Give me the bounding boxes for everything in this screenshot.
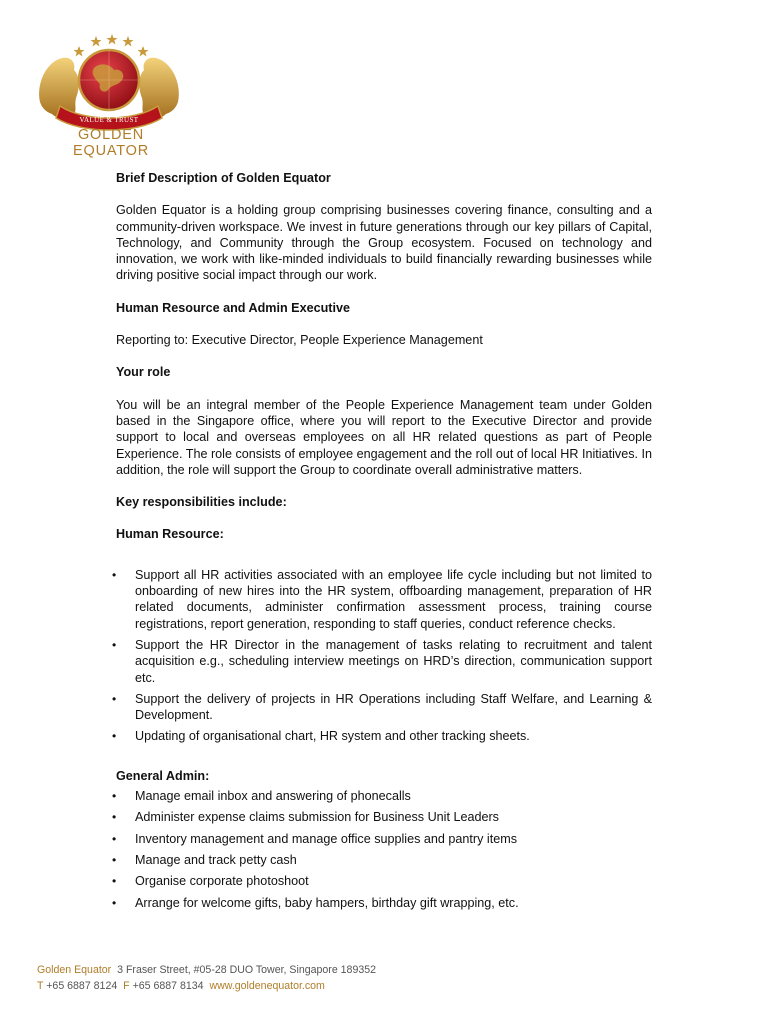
ribbon-text: VALUE & TRUST	[79, 116, 139, 124]
footer-fax: +65 6887 8134	[132, 979, 204, 992]
hr-list	[116, 567, 652, 745]
job-title: Human Resource and Admin Executive	[116, 300, 350, 315]
footer-company: Golden Equator	[37, 964, 112, 976]
doc-title: Brief Description of Golden Equator	[116, 171, 331, 185]
key-responsibilities-heading: Key responsibilities include:	[116, 495, 287, 510]
hr-heading: Human Resource:	[116, 527, 224, 542]
reporting-line: Reporting to: Executive Director, People Experience Management	[116, 333, 483, 348]
footer-phone: +65 6887 8124	[46, 979, 118, 992]
document-body	[116, 170, 652, 916]
list-item: • Support the delivery of projects in HR Operations including Staff Welfare, and Learning & Development.	[116, 691, 652, 724]
footer-address: 3 Fraser Street, #05-28 DUO Tower, Singapore 189352	[117, 964, 377, 976]
list-item: • Support the HR Director in the management of tasks relating to recruitment and talent acquisition e.g., scheduling interview meetings on HRD’s direction, communication support etc.	[116, 637, 652, 686]
fax-label: F	[123, 979, 130, 992]
list-item: • Arrange for welcome gifts, baby hampers, birthday gift wrapping, etc.	[116, 895, 652, 911]
role-heading: Your role	[116, 365, 171, 380]
list-item: • Manage and track petty cash	[116, 852, 652, 868]
list-item: • Inventory management and manage office supplies and pantry items	[116, 831, 652, 847]
list-item: • Administer expense claims submission for Business Unit Leaders	[116, 809, 652, 825]
footer-website-link[interactable]: www.goldenequator.com	[209, 979, 325, 992]
admin-list	[116, 788, 652, 911]
list-item: • Manage email inbox and answering of phonecalls	[116, 788, 652, 804]
list-item: • Organise corporate photoshoot	[116, 873, 652, 889]
list-item: • Support all HR activities associated with an employee life cycle including but not limited to onboarding of new hires into the HR system, offboarding management, preparation of HR related documents, administer confirmation assessment process, training course registrations, report generation, responding to staff queries, conduct reference checks.	[116, 567, 652, 632]
brand-name: GOLDEN EQUATOR	[73, 127, 149, 159]
letterhead-footer	[37, 963, 376, 994]
admin-heading: General Admin:	[116, 768, 210, 783]
intro-paragraph: Golden Equator is a holding group comprising businesses covering finance, consulting and a community-driven workspace. We invest in future generations through our key pillars of Capital, Technology, and Community through the Group ecosystem. Focused on technology and innovation, we work with like-minded individuals to build financially rewarding businesses while driving positive social impact through our work.	[116, 203, 652, 283]
list-item: • Updating of organisational chart, HR system and other tracking sheets.	[116, 728, 652, 744]
phone-label: T	[37, 979, 44, 992]
role-paragraph: You will be an integral member of the People Experience Management team under Golden based in the Singapore office, where you will report to the Executive Director and provide support to local and overseas employees on all HR related questions as part of People Experience. The role consists of employee engagement and the roll out of local HR Initiatives. In addition, the role will support the Group to coordinate overall administrative matters.	[116, 397, 652, 477]
